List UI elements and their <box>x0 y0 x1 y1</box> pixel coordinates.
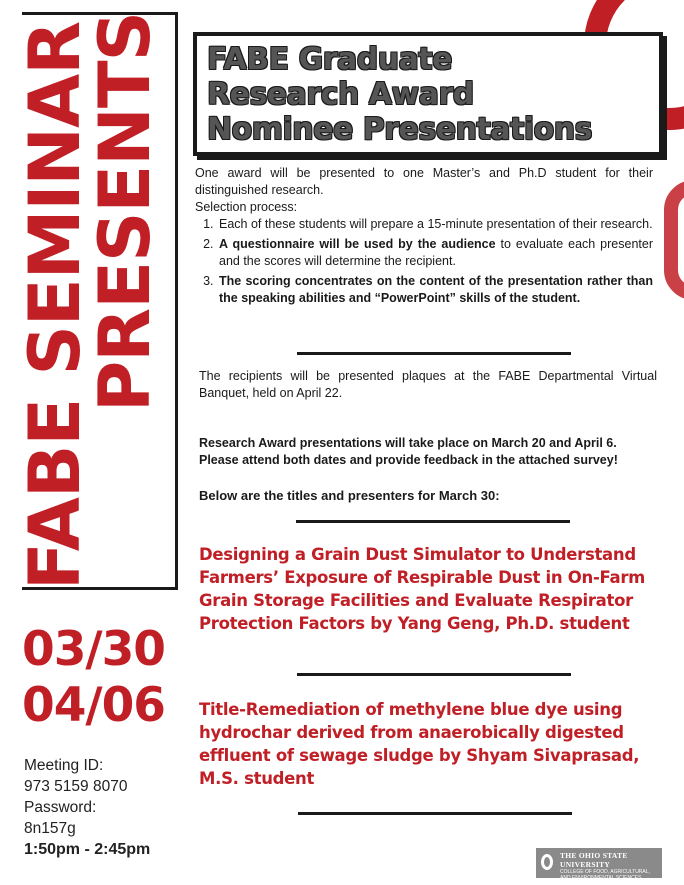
password-value: 8n157g <box>24 820 76 837</box>
award-text: One award will be presented to one Master’s and Ph.D student for their distinguished research. <box>195 166 653 197</box>
logo-college-line2: AND ENVIRONMENTAL SCIENCES <box>560 875 642 881</box>
dates-info-line1: Research Award presentations will take place on March 20 and April 6. <box>199 436 617 450</box>
date-first: 03/30 <box>22 622 165 677</box>
meeting-id-value: 973 5159 8070 <box>24 778 128 795</box>
meeting-time: 1:50pm - 2:45pm <box>24 841 151 858</box>
selection-step-3: 3. The scoring concentrates on the content of the presentation rather than the speaking abilities and “PowerPoint” skills of the student. <box>217 273 653 307</box>
intro-section <box>195 165 653 310</box>
password-label: Password: <box>24 799 97 816</box>
divider <box>297 673 571 676</box>
title-line1: FABE Graduate <box>207 42 452 77</box>
university-logo <box>536 848 662 881</box>
side-title-line2: PRESENTS <box>84 11 166 412</box>
logo-college-line1: COLLEGE OF FOOD, AGRICULTURAL, <box>560 869 650 875</box>
page-title <box>197 36 659 147</box>
meeting-info <box>24 755 150 860</box>
event-dates <box>22 622 165 734</box>
presenters-intro: Below are the titles and presenters for March 30: <box>199 488 500 503</box>
decorative-shape <box>664 180 684 300</box>
date-second: 04/06 <box>22 678 165 733</box>
side-title-line1: FABE SEMINAR <box>14 21 96 590</box>
talk-title-1: Designing a Grain Dust Simulator to Understand Farmers’ Exposure of Respirable Dust in On-Farm Grain Storage Facilities and Evaluate Respirator Protection Factors by Yang Geng, Ph.D. student <box>199 545 646 633</box>
title-line2: Research Award <box>207 77 474 112</box>
divider <box>296 520 570 523</box>
divider <box>297 352 571 355</box>
title-line3: Nominee Presentations <box>207 112 592 147</box>
logo-university-name: THE OHIO STATE UNIVERSITY <box>560 851 628 869</box>
selection-step-2: 2. A questionnaire will be used by the audience to evaluate each presenter and the scores will determine the recipient. <box>217 236 653 270</box>
selection-steps <box>203 216 653 307</box>
recipients-text: The recipients will be presented plaques at the FABE Departmental Virtual Banquet, held on April 22. <box>199 369 657 400</box>
divider <box>298 812 572 815</box>
meeting-id-label: Meeting ID: <box>24 757 104 774</box>
ohio-state-o-icon <box>541 854 553 870</box>
header-box <box>193 32 663 156</box>
side-title <box>14 10 180 590</box>
selection-step-1: 1. Each of these students will prepare a 15-minute presentation of their research. <box>217 216 653 233</box>
dates-info-line2: Please attend both dates and provide feedback in the attached survey! <box>199 453 618 467</box>
dates-info <box>195 435 657 469</box>
selection-label: Selection process: <box>195 200 298 214</box>
talk-title-2: Title-Remediation of methylene blue dye using hydrochar derived from anaerobically digested effluent of sewage sludge by Shyam Sivaprasad, M.S. student <box>199 700 640 788</box>
